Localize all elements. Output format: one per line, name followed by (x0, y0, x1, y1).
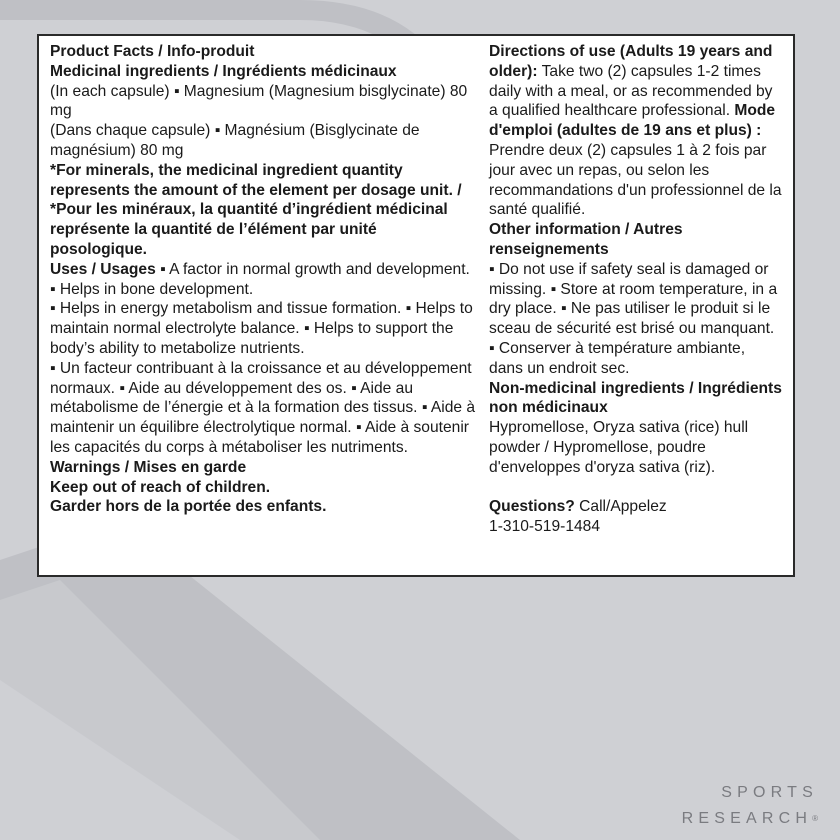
questions-line (489, 497, 783, 517)
uses-heading: Uses / Usages (50, 260, 156, 278)
logo-line-2 (682, 806, 818, 832)
product-facts-title: Product Facts / Info-produit (50, 43, 255, 60)
uses-fr: ▪ Un facteur contribuant à la croissance et au développement normaux. ▪ Aide au développement des os. ▪ Aide au métabolisme de l’énergie et à la formation des tissus. ▪ Aide à maintenir un équilibre électrolytique normal. ▪ Aide à soutenir les capacités du corps à métaboliser les nutriments. (50, 359, 476, 456)
directions-fr: Prendre deux (2) capsules 1 à 2 fois par jour avec un repas, ou selon les recommandations d'un professionnel de la santé qualifié. (489, 141, 782, 219)
uses-en-1-text: ▪ A factor in normal growth and development. ▪ Helps in bone development. (50, 260, 470, 298)
logo-line-2-text: RESEARCH (681, 810, 813, 827)
directions-en: Take two (2) capsules 1-2 times daily with a meal, or as recommended by a qualified healthcare professional. (489, 62, 773, 120)
product-facts-panel (37, 34, 795, 577)
uses-en-2: ▪ Helps in energy metabolism and tissue formation. ▪ Helps to maintain normal electrolyte balance. ▪ Helps to support the body’s ability to metabolize nutrients. (50, 300, 473, 357)
minerals-note: *For minerals, the medicinal ingredient quantity represents the amount of the element per dosage unit. / *Pour les minéraux, la quantité d’ingrédient médicinal représente la quantité de l’élément par unité posologique. (50, 161, 462, 258)
medicinal-ingredients-fr: (Dans chaque capsule) ▪ Magnésium (Bisglycinate de magnésium) 80 mg (50, 122, 420, 159)
non-medicinal-text: Hypromellose, Oryza sativa (rice) hull powder / Hypromellose, poudre d'enveloppes d'oryza sativa (riz). (489, 419, 749, 476)
non-medicinal-heading: Non-medicinal ingredients / Ingrédients non médicinaux (489, 379, 782, 417)
keep-out-en: Keep out of reach of children. (50, 478, 271, 496)
questions-text: Call/Appelez (574, 498, 667, 516)
phone-number: 1-310-519-1484 (489, 518, 601, 536)
left-column (50, 42, 475, 575)
mode-emploi-heading: Mode d'emploi (adultes de 19 ans et plus) : (489, 102, 776, 140)
uses-en-1 (50, 260, 475, 300)
directions-heading: Directions of use (Adults 19 years and older): (489, 43, 773, 80)
medicinal-ingredients-heading: Medicinal ingredients / Ingrédients médicinaux (50, 62, 397, 80)
registered-mark: ® (812, 814, 818, 823)
warnings-heading: Warnings / Mises en garde (50, 458, 247, 476)
other-info-heading: Other information / Autres renseignements (489, 221, 683, 258)
directions-block (489, 42, 783, 220)
right-column (489, 42, 783, 575)
spacer (489, 478, 783, 498)
medicinal-ingredients-en: (In each capsule) ▪ Magnesium (Magnesium bisglycinate) 80 mg (50, 82, 468, 120)
sports-research-logo (682, 780, 818, 832)
questions-heading: Questions? (489, 498, 575, 516)
keep-out-fr: Garder hors de la portée des enfants. (50, 498, 327, 516)
other-info-en: ▪ Do not use if safety seal is damaged or missing. ▪ Store at room temperature, in a dry place. ▪ Ne pas utiliser le produit si le sceau de sécurité est brisé ou manquant. (489, 260, 778, 338)
other-info-fr: ▪ Conserver à température ambiante, dans un endroit sec. (489, 339, 746, 377)
logo-line-1: SPORTS (721, 784, 818, 801)
